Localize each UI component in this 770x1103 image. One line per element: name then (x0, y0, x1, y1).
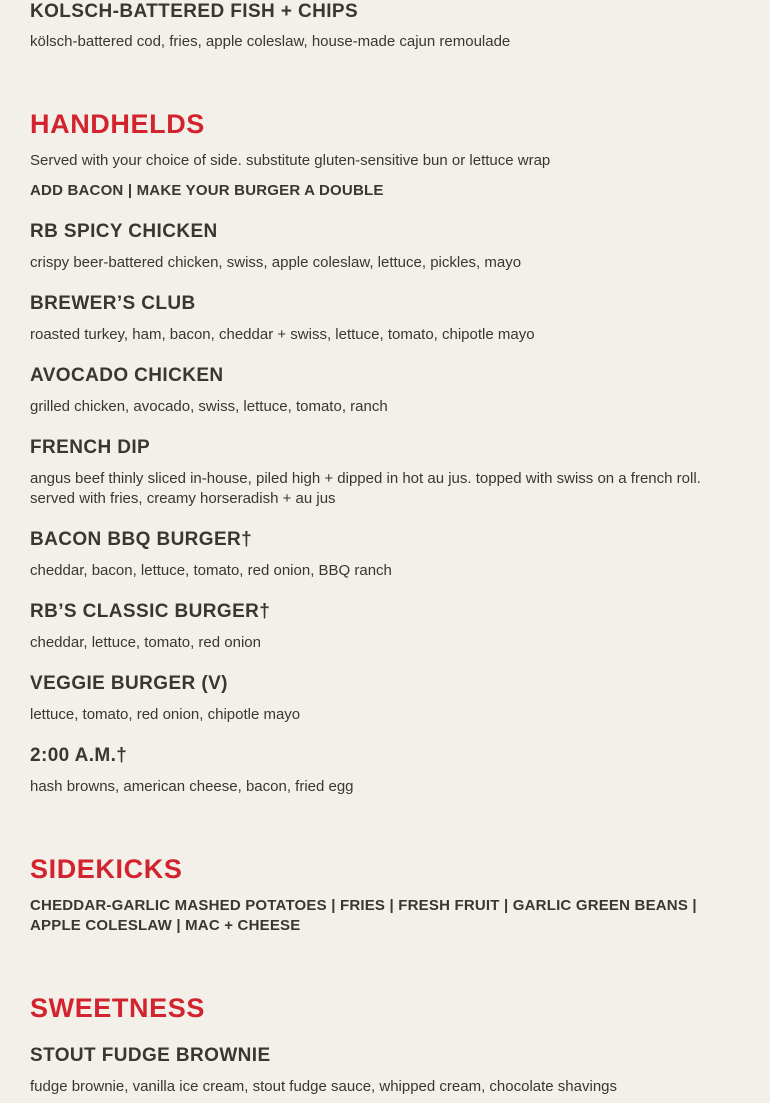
menu-item-name: RB SPICY CHICKEN (30, 221, 218, 242)
menu-item-description: lettuce, tomato, red onion, chipotle mayo (30, 706, 301, 723)
menu-item-name: BACON BBQ BURGER† (30, 529, 253, 550)
section-title-sweetness: SWEETNESS (30, 993, 205, 1023)
menu-item-name: 2:00 A.M.† (30, 745, 128, 766)
menu-item-name: KOLSCH-BATTERED FISH + CHIPS (30, 1, 359, 22)
menu-item-description: cheddar, bacon, lettuce, tomato, red onion, BBQ ranch (30, 562, 392, 579)
menu-item-description: fudge brownie, vanilla ice cream, stout fudge sauce, whipped cream, chocolate shavings (30, 1078, 617, 1095)
section-title-handhelds: HANDHELDS (30, 109, 205, 139)
menu-item-description: angus beef thinly sliced in-house, piled high + dipped in hot au jus. topped with swiss on a french roll. served with fries, creamy horseradish + au jus (30, 470, 701, 507)
menu-item-description: kölsch-battered cod, fries, apple coleslaw, house-made cajun remoulade (30, 33, 511, 50)
menu-item-description: roasted turkey, ham, bacon, cheddar + swiss, lettuce, tomato, chipotle mayo (30, 326, 535, 343)
section-note: Served with your choice of side. substitute gluten-sensitive bun or lettuce wrap (30, 152, 551, 169)
menu-item-name: VEGGIE BURGER (V) (30, 673, 228, 694)
sides-list: CHEDDAR-GARLIC MASHED POTATOES | FRIES | FRESH FRUIT | GARLIC GREEN BEANS | APPLE COLESLAW | MAC + CHEESE (30, 897, 697, 934)
menu-item-name: RB’S CLASSIC BURGER† (30, 601, 271, 622)
menu-item-description: crispy beer-battered chicken, swiss, apple coleslaw, lettuce, pickles, mayo (30, 254, 522, 271)
menu-item-name: AVOCADO CHICKEN (30, 365, 224, 386)
menu-item-name: FRENCH DIP (30, 437, 151, 458)
menu-item-name: BREWER’S CLUB (30, 293, 196, 314)
section-title-sidekicks: SIDEKICKS (30, 854, 183, 884)
menu-item-description: hash browns, american cheese, bacon, fried egg (30, 778, 354, 795)
menu-item-description: grilled chicken, avocado, swiss, lettuce, tomato, ranch (30, 398, 388, 415)
menu-item-name: STOUT FUDGE BROWNIE (30, 1045, 271, 1066)
menu-item-description: cheddar, lettuce, tomato, red onion (30, 634, 261, 651)
section-add-ons: ADD BACON | MAKE YOUR BURGER A DOUBLE (30, 182, 384, 199)
